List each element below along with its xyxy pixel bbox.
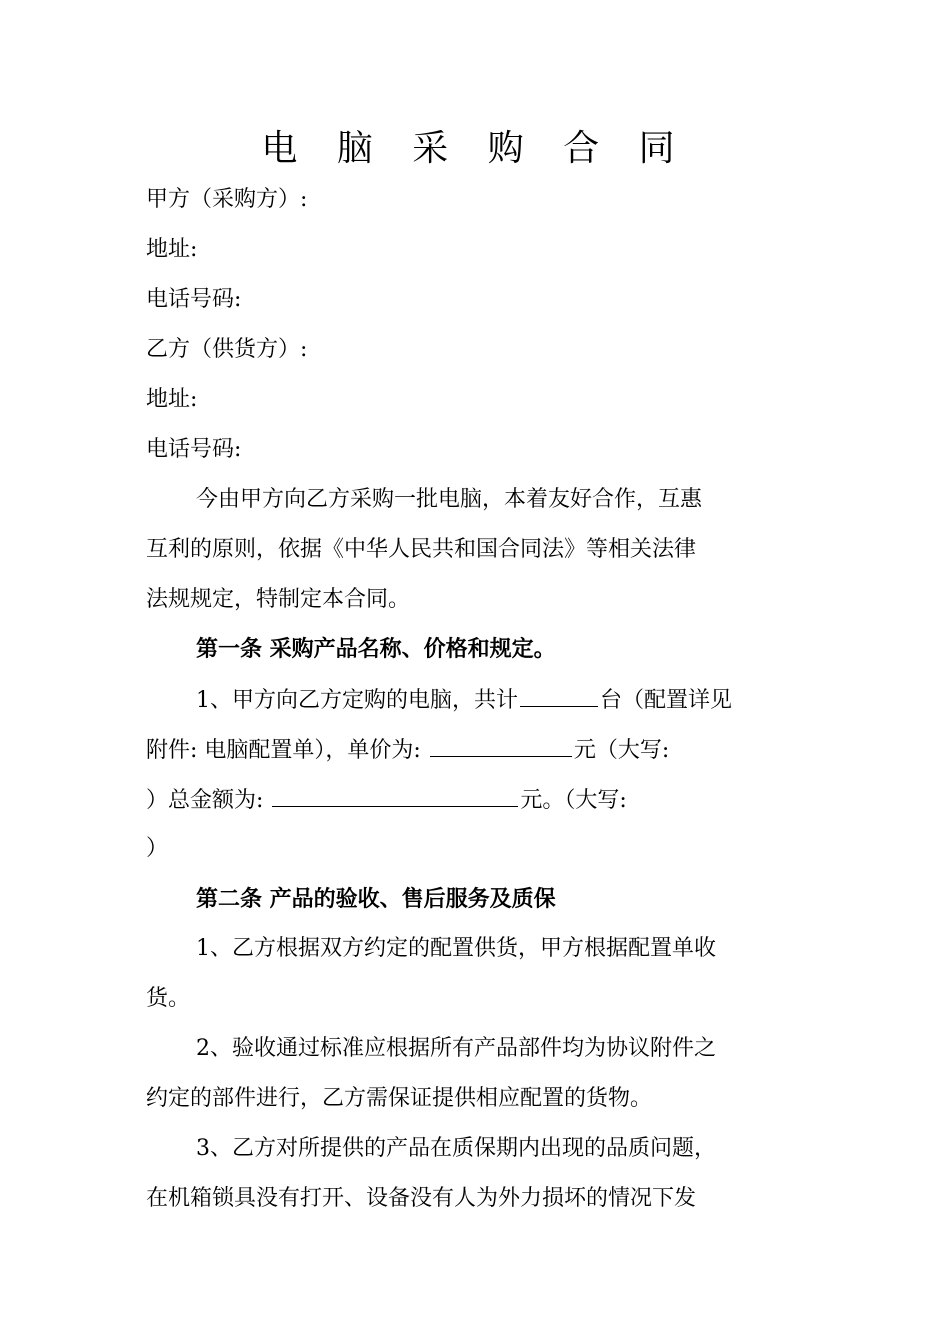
- intro-line-3: 法规规定，特制定本合同。: [146, 587, 411, 612]
- party-a-address: 地址:: [146, 237, 198, 262]
- article-1-heading: 第一条 采购产品名称、价格和规定。: [196, 636, 556, 662]
- article-1-para-1-line-3: [146, 784, 627, 816]
- total-amount-blank: [272, 784, 518, 807]
- party-b-address: 地址:: [146, 387, 198, 412]
- article-1-text: 1、甲方向乙方定购的电脑，共计: [196, 688, 518, 713]
- intro-line-1: 今由甲方向乙方采购一批电脑，本着友好合作，互惠: [196, 487, 703, 512]
- article-2-para-2-line-1: 2、验收通过标准应根据所有产品部件均为协议附件之: [196, 1036, 716, 1061]
- article-1-para-1-line-2: [146, 734, 669, 766]
- party-b-label: 乙方（供货方）:: [146, 337, 308, 362]
- article-2-heading: 第二条 产品的验收、售后服务及质保: [196, 886, 556, 912]
- article-2-para-2-line-2: 约定的部件进行，乙方需保证提供相应配置的货物。: [146, 1086, 653, 1111]
- party-a-phone: 电话号码:: [146, 287, 242, 312]
- party-a-label: 甲方（采购方）:: [146, 187, 308, 212]
- article-2-para-1-line-1: 1、乙方根据双方约定的配置供货，甲方根据配置单收: [196, 936, 716, 961]
- article-1-para-1-line-1: [196, 684, 732, 716]
- article-1-text: 台（配置详见: [600, 688, 733, 713]
- article-1-para-1-line-4: ）: [146, 836, 169, 861]
- intro-line-2: 互利的原则，依据《中华人民共和国合同法》等相关法律: [146, 537, 697, 562]
- quantity-blank: [520, 684, 598, 707]
- article-2-para-1-line-2: 货。: [146, 986, 191, 1011]
- article-1-text: 附件: 电脑配置单），单价为:: [146, 738, 421, 763]
- unit-price-blank: [430, 734, 572, 757]
- article-2-para-3-line-2: 在机箱锁具没有打开、设备没有人为外力损坏的情况下发: [146, 1186, 697, 1211]
- article-1-text: 元。（大写:: [520, 788, 627, 813]
- page-title: 电 脑 采 购 合 同: [261, 128, 689, 169]
- article-1-text: ）总金额为:: [146, 788, 264, 813]
- article-1-text: 元（大写:: [573, 738, 670, 763]
- party-b-phone: 电话号码:: [146, 437, 242, 462]
- article-2-para-3-line-1: 3、乙方对所提供的产品在质保期内出现的品质问题，: [196, 1136, 716, 1161]
